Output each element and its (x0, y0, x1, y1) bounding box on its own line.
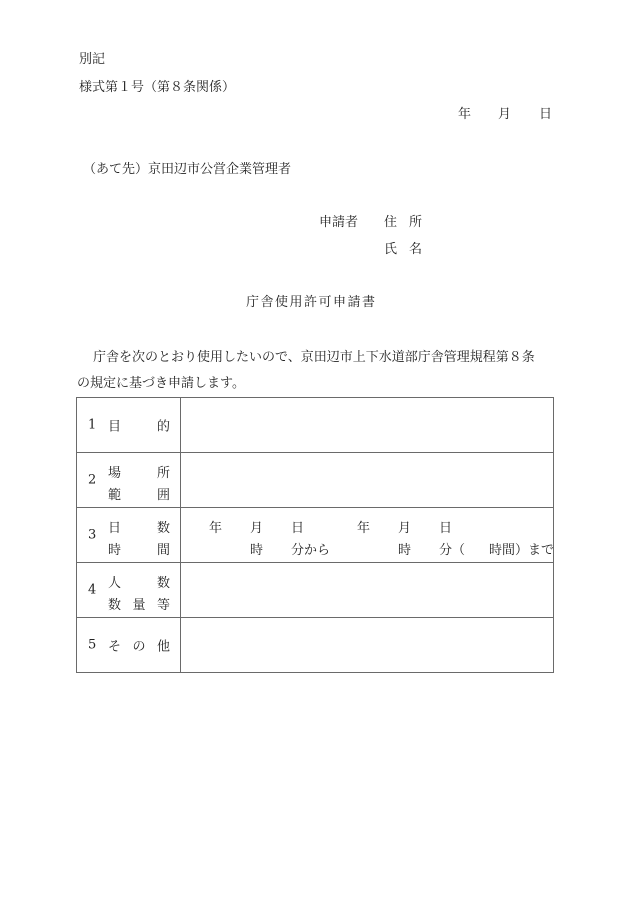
end-minute: 分（ (439, 543, 466, 558)
label-char: 場 (108, 466, 122, 481)
table-row-other (77, 618, 554, 673)
table-row-people (77, 563, 554, 618)
label-cell (77, 618, 181, 673)
label-char: 囲 (156, 488, 170, 503)
label-cell (77, 453, 181, 508)
label-char: 目 (108, 419, 122, 435)
purpose-field[interactable] (181, 398, 554, 453)
date-year: 年 (458, 107, 472, 122)
date-day: 日 (539, 107, 553, 122)
label-char: 範 (108, 488, 122, 503)
start-year: 年 (209, 521, 223, 536)
body-line-1: 庁舎を次のとおり使用したいので、京田辺市上下水道部庁舎管理規程第８条 (93, 350, 535, 365)
label-char: 人 (108, 576, 122, 591)
body-line-2: の規定に基づき申請します。 (77, 376, 245, 391)
address-label-1: 住 (384, 215, 398, 230)
start-minute: 分から (291, 543, 331, 558)
table-row-location (77, 453, 554, 508)
label-char: の (132, 639, 146, 655)
application-table (76, 397, 554, 673)
row-number: 2 (88, 472, 97, 488)
duration-hours: 時間）まで (489, 543, 555, 558)
label-cell (77, 398, 181, 453)
row-number: 4 (88, 582, 97, 598)
label-char: 的 (156, 419, 170, 435)
row-number: 5 (88, 637, 97, 653)
location-field[interactable] (181, 453, 554, 508)
start-day: 日 (291, 521, 305, 536)
row-number: 3 (88, 527, 97, 543)
label-cell (77, 563, 181, 618)
start-month: 月 (250, 521, 264, 536)
datetime-field[interactable] (181, 508, 554, 563)
label-char: 間 (156, 543, 170, 558)
label-cell (77, 508, 181, 563)
date-month: 月 (498, 107, 512, 122)
applicant-label: 申請者 (319, 215, 359, 230)
name-label-2: 名 (409, 242, 423, 257)
end-day: 日 (439, 521, 453, 536)
label-char: 数 (156, 576, 170, 591)
end-year: 年 (357, 521, 371, 536)
label-char: 量 (132, 598, 146, 613)
label-char: 等 (156, 598, 170, 613)
table-row-datetime (77, 508, 554, 563)
row-number: 1 (88, 417, 97, 433)
start-hour: 時 (250, 543, 264, 558)
label-char: 日 (108, 521, 122, 536)
annex-label: 別記 (79, 52, 106, 67)
address-label-2: 所 (409, 215, 423, 230)
label-char: そ (108, 639, 122, 655)
label-char: 数 (108, 598, 122, 613)
people-quantity-field[interactable] (181, 563, 554, 618)
document-title: 庁舎使用許可申請書 (246, 295, 377, 310)
addressee: （あて先）京田辺市公営企業管理者 (83, 162, 292, 177)
form-number: 様式第１号（第８条関係） (79, 80, 236, 95)
table-row-purpose (77, 398, 554, 453)
label-char: 数 (156, 521, 170, 536)
label-char: 他 (156, 639, 170, 655)
end-month: 月 (398, 521, 412, 536)
label-char: 時 (108, 543, 122, 558)
other-field[interactable] (181, 618, 554, 673)
label-char: 所 (156, 466, 170, 481)
name-label-1: 氏 (384, 242, 398, 257)
end-hour: 時 (398, 543, 412, 558)
